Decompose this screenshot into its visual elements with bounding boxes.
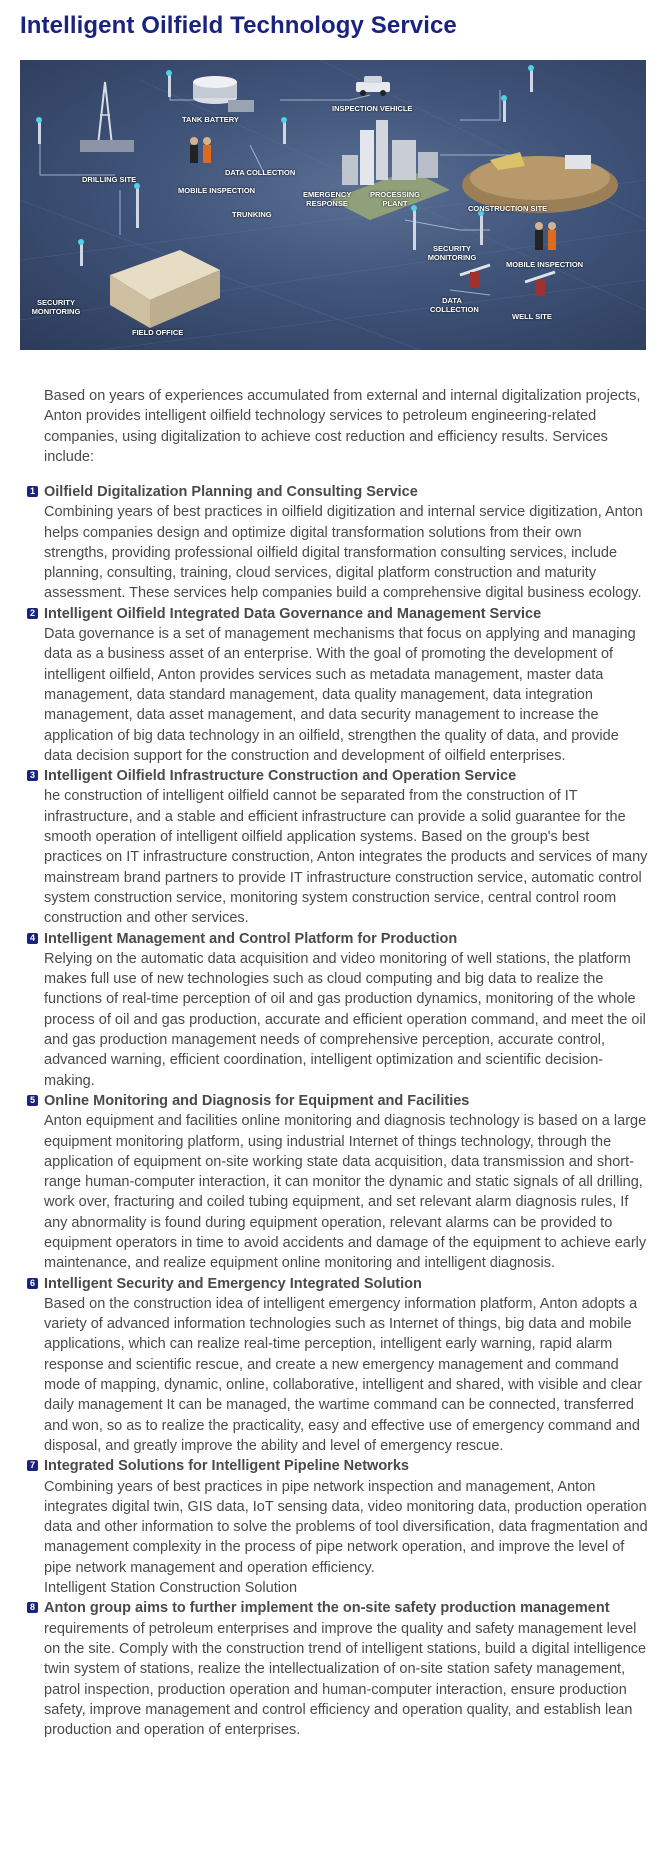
- service-number-badge: 4: [27, 933, 38, 944]
- service-number-badge: 1: [27, 486, 38, 497]
- service-description: Combining years of best practices in oilfield digitization and internal service digitization, Anton helps companies design and optimize digital transformation solutions from their own strengths, providing professional oilfield digital transformation consulting services, include planning, consulting, training, cloud services, digital platform construction and maturity assessment. These services help companies build a comprehensive digital business ecology.: [44, 504, 643, 602]
- page-title: Intelligent Oilfield Technology Service: [20, 12, 457, 39]
- intro-paragraph: Based on years of experiences accumulated from external and internal digitalization projects, Anton provides intelligent oilfield technology services to petroleum engineering-related companies, using digitalization to achieve cost reduction and efficiency results. Services include:: [44, 388, 641, 465]
- service-description: Combining years of best practices in pipe network inspection and management, Anton integrates digital twin, GIS data, IoT sensing data, video monitoring data, production operation data and other information to solve the problems of tool diversification, data fragmentation and management complexity in the process of pipe network operation, and improve the level of pipe network management and operation efficiency.: [44, 1478, 648, 1576]
- service-description: Based on the construction idea of intelligent emergency information platform, Anton adopts a variety of advanced information technologies such as Internet of things, big data and mobile applications, which can realize real-time perception, intelligent early warning, rapid alarm response and scientific rescue, and create a new emergency management and command mode of mapping, dynamic, online, collaborative, intelligent and shared, with visible and clear daily management It can be managed, the wartime command can be connected, transferred and won, so as to realize the practicality, easy and effective use of emergency command and disposal, and greatly improve the ability and level of emergency rescue.: [44, 1295, 643, 1454]
- label-tank-battery: TANK BATTERY: [182, 115, 239, 124]
- service-number-badge: 5: [27, 1095, 38, 1106]
- label-processing-plant: PROCESSING PLANT: [370, 190, 421, 208]
- service-title: Intelligent Management and Control Platform for Production: [44, 930, 458, 947]
- service-title: Intelligent Security and Emergency Integrated Solution: [44, 1275, 422, 1292]
- service-item-2: [27, 604, 649, 766]
- service-description: Data governance is a set of management mechanisms that focus on applying and managing data as a business asset of an enterprise. With the goal of promoting the development of intelligent oilfield, Anton provides services such as metadata management, master data management, data standard management, data quality management, data integration management, data asset management, and data security management to increase the application of big data technology in an oilfield, strengthen the quality of data, and provide data decision support for the construction and development of oilfield enterprises.: [44, 626, 636, 764]
- service-item-5: [27, 1091, 649, 1274]
- tank-battery-icon: [193, 76, 254, 112]
- oilfield-illustration: [20, 60, 646, 350]
- service-title: Online Monitoring and Diagnosis for Equipment and Facilities: [44, 1092, 470, 1109]
- service-description: he construction of intelligent oilfield cannot be separated from the construction of IT infrastructure, and a stable and efficient infrastructure can provide a solid guarantee for the smooth operation of intelligent oilfield application systems. Based on the group's best practices on IT infrastructure construction, Anton integrates the products and services of many mainstream brand partners to provide IT infrastructure construction service, automatic control system construction service, monitoring system construction service, central control room construction and other services.: [44, 788, 648, 927]
- label-mobile-inspection-right: MOBILE INSPECTION: [506, 260, 584, 269]
- field-office-icon: [110, 250, 220, 328]
- service-item-1: [27, 482, 649, 604]
- service-description: Anton equipment and facilities online monitoring and diagnosis technology is based on a large equipment monitoring platform, using industrial Internet of things technology, through the application of equipment on-site working state data acquisition, data transmission and short-range human-computer interaction, it can monitor the dynamic and static signals of all drilling, work over, fracturing and coiled tubing equipment, and set relevant alarm diagnosis rules, If any abnormality is found during equipment operation, relevant alarms can be provided to equipment operators in time to avoid accidents and damage of the equipment to achieve early maintenance, and realize equipment online monitoring and intelligent diagnosis.: [44, 1113, 647, 1272]
- label-drilling-site: DRILLING SITE: [82, 175, 137, 184]
- inspection-vehicle-icon: [356, 76, 390, 96]
- service-title: Anton group aims to further implement the on-site safety production management: [44, 1600, 610, 1617]
- service-item-7: [27, 1456, 649, 1598]
- service-item-8: [27, 1598, 649, 1740]
- service-title: Integrated Solutions for Intelligent Pipeline Networks: [44, 1458, 409, 1475]
- service-number-badge: 3: [27, 770, 38, 781]
- label-data-collection-bottom: DATA COLLECTION: [430, 296, 479, 314]
- label-construction-site: CONSTRUCTION SITE: [468, 204, 548, 213]
- service-title: Intelligent Oilfield Integrated Data Governance and Management Service: [44, 605, 542, 622]
- label-security-monitoring-right: SECURITY MONITORING: [427, 244, 477, 262]
- service-title: Intelligent Oilfield Infrastructure Construction and Operation Service: [44, 768, 517, 785]
- label-field-office: FIELD OFFICE: [132, 328, 184, 337]
- services-list: [27, 482, 649, 1740]
- label-emergency-response: EMERGENCY RESPONSE: [303, 190, 352, 208]
- service-number-badge: 8: [27, 1602, 38, 1613]
- label-data-collection-top: DATA COLLECTION: [225, 168, 296, 177]
- service-title: Oilfield Digitalization Planning and Consulting Service: [44, 484, 418, 500]
- service-item-6: [27, 1274, 649, 1457]
- service-item-4: [27, 929, 649, 1091]
- service-number-badge: 2: [27, 608, 38, 619]
- drilling-rig-icon: [80, 82, 134, 152]
- service-description: requirements of petroleum enterprises and improve the quality and safety management level on the site. Comply with the construction trend of intelligent stations, build a digital intelligence twin system of stations, realize the intellectualization of on-site station safety management, patrol inspection, production operation and human-computer interaction, ensure production safety, improve management and control efficiency and operation quality, and establish lean production and operation of enterprises.: [44, 1620, 647, 1739]
- label-trunking: TRUNKING: [232, 210, 272, 219]
- label-mobile-inspection-left: MOBILE INSPECTION: [178, 186, 256, 195]
- service-number-badge: 6: [27, 1278, 38, 1289]
- service-number-badge: 7: [27, 1460, 38, 1471]
- well-site-pumps-icon: [460, 265, 555, 296]
- service-extra-line: Intelligent Station Construction Solution: [44, 1580, 298, 1597]
- label-well-site: WELL SITE: [512, 312, 552, 321]
- service-item-3: [27, 766, 649, 928]
- label-security-monitoring-left: SECURITY MONITORING: [31, 298, 81, 316]
- service-description: Relying on the automatic data acquisition and video monitoring of well stations, the platform makes full use of new technologies such as cloud computing and big data to realize the functions of real-time perception of oil and gas production dynamics, monitoring of the whole process of oil and gas production, accurate and efficient operation command, and meet the oil and gas production management needs of comprehensive perception, accurate control, advanced warning, efficient coordination, intelligent optimization and scientific decision-making.: [44, 950, 646, 1089]
- label-inspection-vehicle: INSPECTION VEHICLE: [332, 104, 413, 113]
